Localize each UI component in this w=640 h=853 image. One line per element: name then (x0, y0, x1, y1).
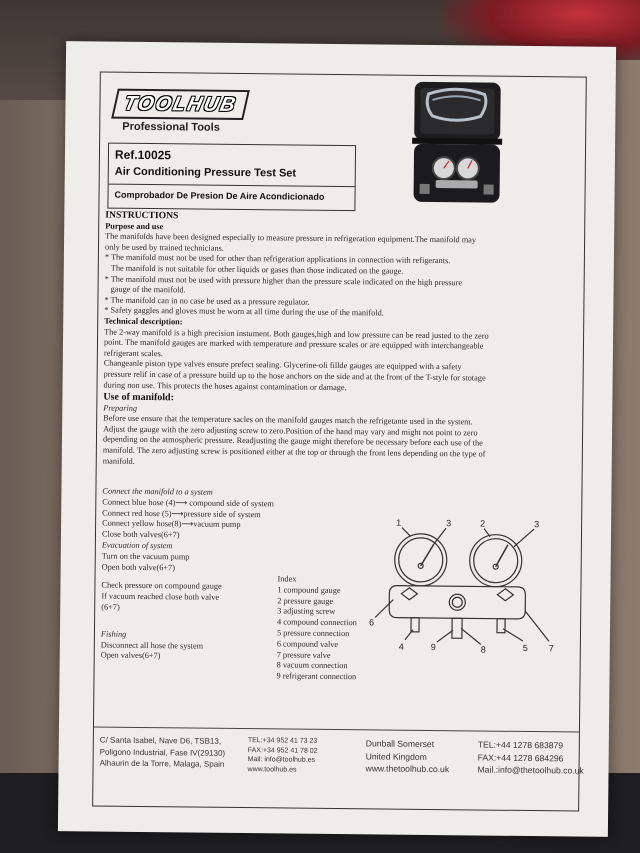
connect-step: Close both valves(6+7) (101, 529, 180, 540)
purpose-line: * The manifold can in no case be used as a pressure regulator. (104, 295, 310, 307)
evacuation-step: Open both valve(6+7) (101, 562, 176, 572)
index-item: 6 compound valve (276, 639, 339, 649)
label-8: 8 (480, 644, 486, 655)
purpose-line: * The manifold must not be used for other than refrigeration applications in connection with refigerants. (104, 252, 451, 266)
evacuation-step: Turn on the vacuum pump (101, 551, 190, 562)
connect-step: Connect yellow hose(8)⟶vacuum pump (102, 518, 241, 530)
phone: TEL:+34 952 41 73 23 (247, 737, 318, 745)
purpose-line: The manifold is not suitable for other liquids or gases than those indicated on the gauge. (110, 263, 404, 276)
purpose-line: * Safety gaggles and gloves must be worn at all time during the use of the manifold. (104, 305, 384, 318)
index-item: 5 pressure connection (276, 628, 350, 639)
technical-heading: Technical description: (104, 316, 183, 327)
fishing-step: Disconnect all hose the system (100, 640, 204, 651)
preparing-line: manifold. The zero adjusting screw is positioned either at the top or through the front lens depending on the type of (102, 445, 486, 459)
purpose-line: * The manifold must not be used with pressure higher than the pressure scale indicated on the high pressure (104, 274, 463, 287)
website: www.thetoolhub.co.uk (365, 763, 450, 775)
technical-line: pressure relif in case of a pressure build up to the hose anchors on the side and at the front of the T-style for stotage (103, 369, 486, 383)
preparing-line: depending on the atmospheric pressure. Readjusting the gauge might therefore be necessary before each use of the (102, 435, 483, 448)
website: www.toolhub.es (247, 765, 297, 774)
label-5: 5 (522, 642, 528, 654)
email: Mail: info@toolhub.es (247, 756, 316, 764)
preparing-heading: Preparing (103, 403, 138, 413)
label-4: 4 (398, 641, 404, 652)
connect-heading: Connect the manifold to a system (102, 486, 213, 497)
uk-contact (477, 738, 584, 777)
instruction-sheet (58, 41, 616, 837)
index-item: 9 refrigerant connection (276, 671, 357, 682)
use-heading: Use of manifold: (103, 391, 175, 404)
fax: FAX:+44 1278 684296 (477, 751, 564, 763)
index-item: 7 pressure valve (276, 649, 331, 660)
technical-line: refrigerant scales. (103, 348, 163, 358)
check-step: (6+7) (101, 602, 120, 612)
preparing-line: Adjust the gauge with the zero adjusting screw to zero.Position of the hand may vary and might not point to zero (103, 424, 478, 438)
label-6: 6 (369, 617, 375, 628)
uk-address (365, 737, 449, 775)
label-7: 7 (548, 643, 554, 654)
check-step: Check pressure on compound gauge (101, 580, 222, 592)
label-3b: 3 (534, 519, 540, 530)
preparing-line: manifold. (102, 456, 135, 466)
spain-contact (247, 736, 317, 775)
address-line: United Kingdom (365, 750, 427, 762)
label-3: 3 (446, 518, 452, 529)
purpose-line: The manifolds have been designed especially to measure pressure in refrigeration equipment.The manifold may (105, 231, 477, 245)
product-title-box (107, 143, 356, 212)
product-name-es: Comprobador De Presion De Aire Acondicionado (114, 189, 325, 202)
purpose-line: gauge of the manifold. (110, 284, 186, 295)
address-line: Poligono Industrial, Fase IV(29130) (99, 747, 226, 758)
address-line: Dunball Somerset (365, 738, 435, 750)
tagline: Professional Tools (122, 120, 220, 134)
fishing-step: Open valves(6+7) (100, 650, 161, 661)
address-line: C/ Santa Isabel, Nave D6, TSB13, (99, 735, 222, 746)
instructions-heading: INSTRUCTIONS (105, 209, 179, 222)
label-9: 9 (430, 641, 436, 653)
connect-step: Connect blue hose (4)⟶ compound side of system (102, 497, 274, 509)
index-heading: Index (277, 574, 297, 584)
technical-line: point. The manifold gauges are marked with temperature and pressure scales or are equipped with interchangeable (103, 337, 484, 351)
manifold-diagram (364, 499, 576, 681)
address-line: Alhaurin de la Torre, Malaga, Spain (99, 758, 225, 769)
index-item: 1 compound gauge (277, 585, 341, 595)
email: Mail.:info@thetoolhub.co.uk (477, 764, 584, 776)
fax: FAX:+34 952 41 78 02 (247, 746, 318, 755)
technical-line: Changeanle piston type valves ensure prefect sealing. Glycerine-oli fillde gauges are equipped with a safety (103, 358, 462, 372)
instructions-text (103, 211, 582, 472)
title-divider (109, 184, 355, 188)
spain-address (100, 735, 226, 771)
technical-line: The 2-way manifold is a high precision instument. Both gauges,high and low pressure can be read justed to the zero (104, 327, 489, 341)
content-frame (92, 71, 587, 811)
technical-line: during non use. This protects the hoses against contamination or damage. (103, 380, 347, 392)
index-item: 8 vacuum connection (276, 660, 348, 671)
product-case-photo (409, 80, 504, 211)
purpose-line: only be used by trained technicians. (104, 242, 224, 253)
index-item: 3 adjusting screw (277, 606, 336, 617)
reference-number: Ref.10025 (114, 147, 172, 163)
preparing-line: Before use ensure that the temperature sacles on the manifold gauges match the refrigetante used in the system. (103, 413, 473, 427)
product-name-en: Air Conditioning Pressure Test Set (114, 165, 297, 180)
label-1: 1 (396, 517, 402, 528)
check-step: If vacuum reached close both valve (101, 591, 220, 602)
index-item: 4 compound connection (277, 617, 357, 628)
connect-step: Connect red hose (5)⟶pressure side of system (102, 508, 261, 519)
purpose-heading: Purpose and use (105, 221, 164, 231)
toolhub-logo: TOOLHUB (111, 89, 250, 120)
index-item: 2 pressure gauge (277, 595, 334, 606)
fishing-heading: Fishing (100, 629, 127, 639)
evacuation-heading: Evacuation of system (101, 540, 173, 551)
footer-divider (94, 726, 579, 732)
phone: TEL:+44 1278 683879 (477, 739, 564, 751)
label-2: 2 (480, 518, 486, 529)
